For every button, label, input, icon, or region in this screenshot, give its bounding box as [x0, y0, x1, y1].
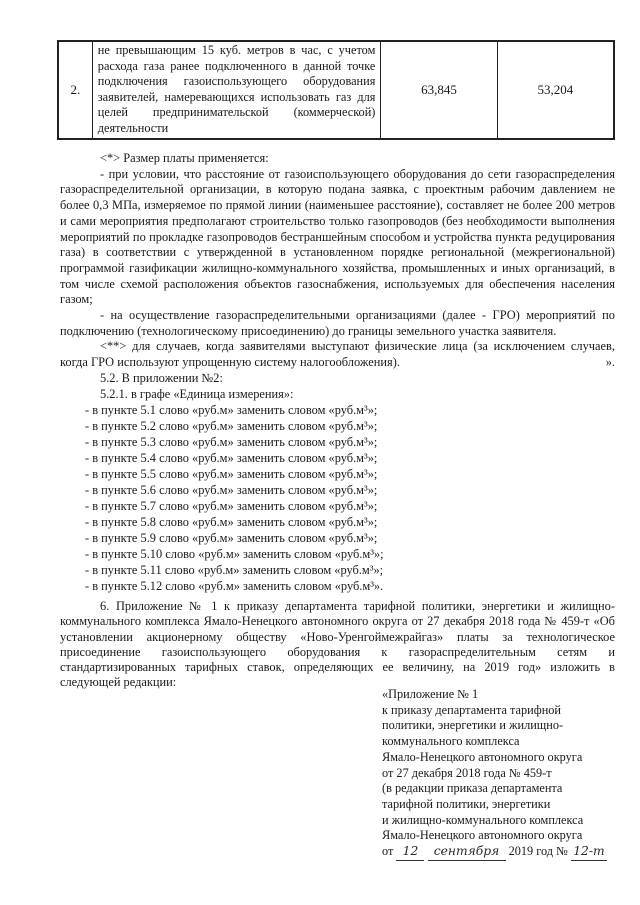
list-item: - в пункте 5.4 слово «руб.м» заменить словом «руб.м³»;	[85, 451, 378, 465]
approval-line: коммунального комплекса	[382, 734, 520, 749]
section-subheading: 5.2.1. в графе «Единица измерения»:	[100, 386, 294, 401]
note2-text: <**> для случаев, когда заявителями выступают физические лица (за исключением случаев, когда ГРО используют упрощенную систему налогообложения).	[60, 339, 615, 370]
approval-line: к приказу департамента тарифной	[382, 702, 562, 717]
date-day-handwritten: 12	[396, 844, 424, 861]
table-row	[59, 42, 614, 139]
approval-line: «Приложение № 1	[382, 687, 479, 701]
approval-line: политики, энергетики и жилищно-	[382, 718, 564, 733]
note2-end: ».	[605, 355, 615, 370]
note1-item1: - при условии, что расстояние от газоиспользующего оборудования до сети газораспределения газораспределительной организации, в которую подана заявка, с проектным рабочим давлением не более 0,3 МПа, измеряемое по прямой линии (наименьшее расстояние), составляет не более 200 метров и сами мероприятия предполагают строительство только газопроводов (без необходимости выполнения мероприятий по прокладке газопроводов бестраншейным способом и устройства пункта редуцирования газа) в соответствии с утвержденной в установленном порядке региональной (межрегиональной) программой газификации жилищно-коммунального хозяйства, промышленных и иных организаций, в том числе схемой расположения объектов газоснабжения, используемых для обеспечения населения газом;	[60, 166, 615, 307]
approval-line: от 27 декабря 2018 года № 459-т	[382, 765, 552, 780]
date-month-handwritten: сентября	[428, 844, 506, 861]
tariff-table	[57, 40, 615, 140]
order-number-handwritten: 12-т	[571, 844, 607, 861]
note2	[60, 339, 615, 370]
date-year: 2019 год №	[508, 844, 568, 859]
approval-line: и жилищно-коммунального комплекса	[382, 812, 584, 827]
note1-item2: - на осуществление газораспределительными организациями (далее - ГРО) мероприятий по подключению (технологическому присоединению) до границы земельного участка заявителя.	[60, 308, 615, 338]
list-item: - в пункте 5.11 слово «руб.м» заменить словом «руб.м³»;	[85, 563, 384, 577]
list-item: - в пункте 5.2 слово «руб.м» заменить словом «руб.м³»;	[85, 419, 378, 433]
date-prefix: от	[382, 844, 394, 859]
row-value-2: 53,204	[497, 42, 613, 139]
list-item: - в пункте 5.1 слово «руб.м» заменить словом «руб.м³»;	[85, 403, 378, 417]
list-item: - в пункте 5.9 слово «руб.м» заменить словом «руб.м³»;	[85, 531, 378, 545]
row-number: 2.	[59, 42, 93, 139]
paragraph-6: 6. Приложение № 1 к приказу департамента тарифной политики, энергетики и жилищно-коммунального комплекса Ямало-Ненецкого автономного округа от 27 декабря 2018 года № 459-т «Об установлении акционерному обществу «Ново-Уренгоймежрайгаз» платы за технологическое присоединение газоиспользующего оборудования к газораспределительным сетям и стандартизированных тарифных ставок, определяющих ее величину, на 2019 год» изложить в следующей редакции:	[60, 599, 615, 690]
approval-block	[382, 687, 622, 861]
list-item: - в пункте 5.7 слово «руб.м» заменить словом «руб.м³»;	[85, 499, 378, 513]
list-item: - в пункте 5.3 слово «руб.м» заменить словом «руб.м³»;	[85, 435, 378, 449]
list-item: - в пункте 5.12 слово «руб.м» заменить словом «руб.м³».	[85, 579, 384, 593]
list-item: - в пункте 5.10 слово «руб.м» заменить словом «руб.м³»;	[85, 547, 384, 561]
list-item: - в пункте 5.6 слово «руб.м» заменить словом «руб.м³»;	[85, 483, 378, 497]
row-value-1: 63,845	[381, 42, 497, 139]
notes-block	[60, 151, 615, 402]
list-item: - в пункте 5.5 слово «руб.м» заменить словом «руб.м³»;	[85, 467, 378, 481]
section-heading: 5.2. В приложении №2:	[100, 370, 223, 385]
row-description: не превышающим 15 куб. метров в час, с учетом расхода газа ранее подключенного в данной точке подключения газоиспользующего оборудования заявителей, намеревающихся использовать газ для целей предпринимательской (коммерческой) деятельности	[92, 42, 381, 139]
approval-date-line	[382, 844, 622, 861]
approval-line: Ямало-Ненецкого автономного округа	[382, 828, 583, 843]
note1-title: <*> Размер платы применяется:	[100, 151, 269, 165]
approval-line: Ямало-Ненецкого автономного округа	[382, 749, 583, 764]
approval-line: (в редакции приказа департамента	[382, 781, 563, 796]
list-item: - в пункте 5.8 слово «руб.м» заменить словом «руб.м³»;	[85, 515, 378, 529]
approval-line: тарифной политики, энергетики	[382, 796, 551, 811]
